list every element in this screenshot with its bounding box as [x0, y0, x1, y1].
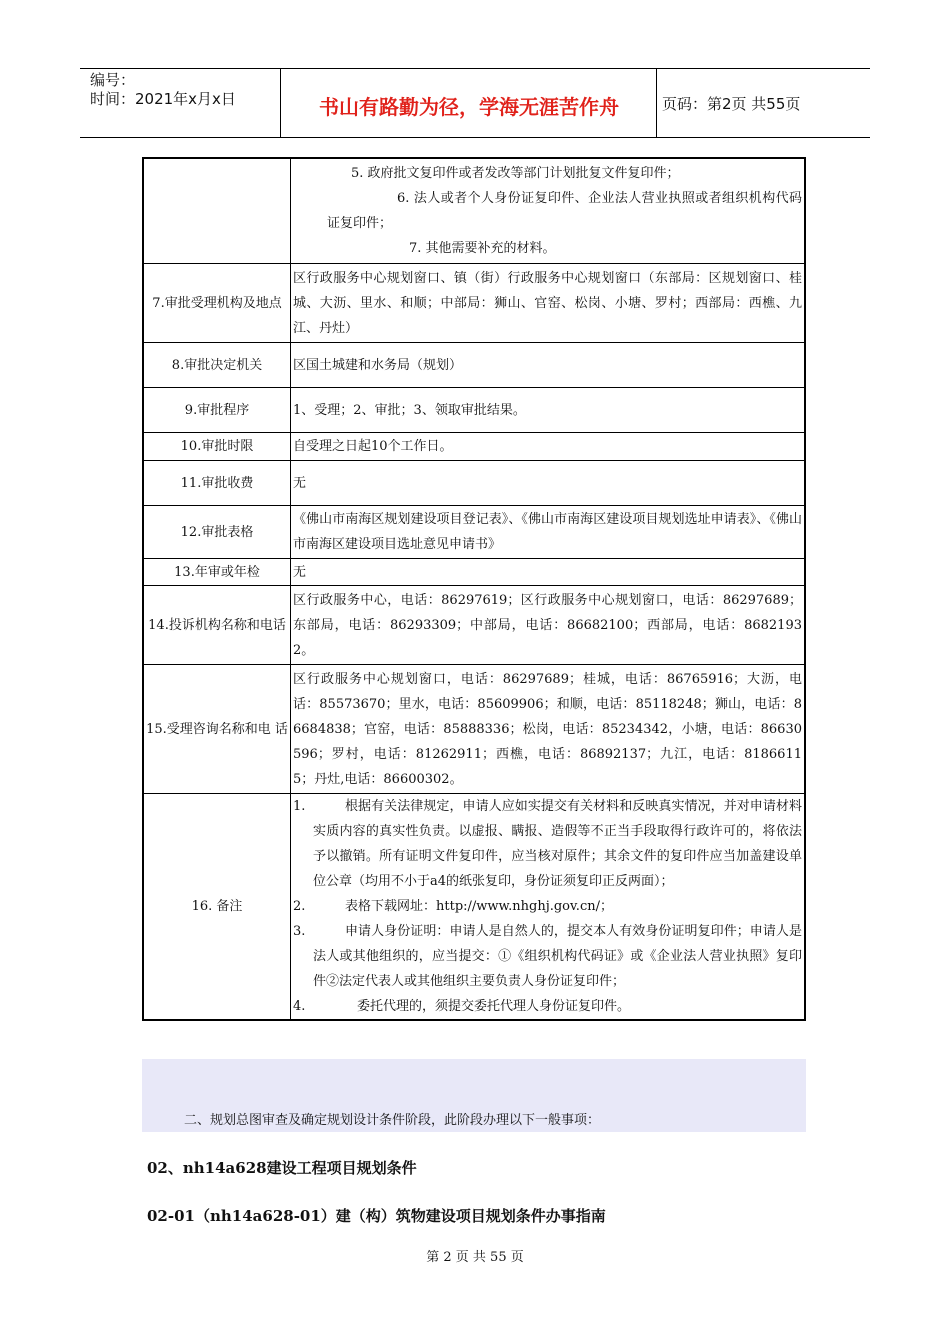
list-item: 5. 政府批文复印件或者发改等部门计划批复文件复印件； [351, 166, 680, 181]
page-footer: 第 2 页 共 55 页 [426, 1250, 524, 1265]
table-value-cell: 自受理之日起10个工作日。 [291, 433, 806, 461]
list-text: 表格下载网址：http://www.nhghj.gov.cn/； [345, 899, 613, 914]
table-label-cell: 13.年审或年检 [143, 559, 291, 586]
header-divider [280, 69, 281, 137]
header-meta [90, 71, 286, 109]
table-row [143, 506, 805, 559]
list-number: 1. [293, 799, 306, 814]
list-item [293, 794, 802, 894]
table-row [143, 665, 805, 794]
table-label-cell: 7.审批受理机构及地点 [143, 264, 291, 343]
table-value-cell: 区行政服务中心，电话：86297619；区行政服务中心规划窗口，电话：86297689；东部局，电话：86293309；中部局，电话：86682100；西部局，电话：86821932。 [291, 586, 806, 665]
page-header [80, 68, 870, 138]
table-row [143, 559, 805, 586]
table-value-cell: 区国土城建和水务局（规划） [291, 343, 806, 388]
remarks-label: 16. 备注 [143, 794, 291, 1021]
section-heading: 02、nh14a628建设工程项目规划条件 [147, 1159, 417, 1177]
table-value-cell [291, 158, 806, 264]
table-value-cell: 无 [291, 461, 806, 506]
list-item [293, 919, 802, 994]
table-label-cell: 8.审批决定机关 [143, 343, 291, 388]
table-value-cell: 区行政服务中心规划窗口、镇（街）行政服务中心规划窗口（东部局：区规划窗口、桂城、大沥、里水、和顺；中部局：狮山、官窑、松岗、小塘、罗村；西部局：西樵、九江、丹灶） [291, 264, 806, 343]
header-page-info: 页码：第2页 共55页 [662, 95, 801, 113]
table-label-cell: 11.审批收费 [143, 461, 291, 506]
table-row [143, 433, 805, 461]
list-number: 3. [293, 924, 306, 939]
header-motto: 书山有路勤为径，学海无涯苦作舟 [319, 95, 619, 119]
list-item [293, 994, 802, 1019]
section-intro: 二、规划总图审查及确定规划设计条件阶段，此阶段办理以下一般事项： [184, 1113, 601, 1128]
table-row [143, 461, 805, 506]
list-item: 6. 法人或者个人身份证复印件、企业法人营业执照或者组织机构代码证复印件； [327, 191, 802, 231]
table-label-cell: 9.审批程序 [143, 388, 291, 433]
list-text: 委托代理的，须提交委托代理人身份证复印件。 [357, 999, 631, 1014]
date-line: 时间：2021年x月x日 [90, 90, 236, 108]
approval-info-table [142, 157, 806, 1021]
list-item: 7. 其他需要补充的材料。 [409, 241, 556, 256]
number-label: 编号： [90, 71, 136, 89]
table-value-cell: 1、受理；2、审批；3、领取审批结果。 [291, 388, 806, 433]
subsection-heading: 02-01（nh14a628-01）建（构）筑物建设项目规划条件办事指南 [147, 1207, 606, 1225]
table-row [143, 343, 805, 388]
list-item [293, 894, 802, 919]
table-label-cell: 14.投诉机构名称和电话 [143, 586, 291, 665]
table-row [143, 586, 805, 665]
list-text: 根据有关法律规定，申请人应如实提交有关材料和反映真实情况，并对申请材料实质内容的真实性负责。以虚报、瞒报、造假等不正当手段取得行政许可的，将依法予以撤销。所有证明文件复印件，应当核对原件；其余文件的复印件应当加盖建设单位公章（均用不小于a4的纸张复印，身份证须复印正反两面）； [313, 799, 802, 889]
table-value-cell: 区行政服务中心规划窗口，电话：86297689；桂城，电话：86765916；大沥，电话：85573670；里水，电话：85609906；和顺，电话：85118248；狮山，电话：86684838；官窑，电话：85888336；松岗，电话：85234342，小塘，电话：86630596；罗村，电话：81262911；西樵，电话：86892137；九江，电话：81866115；丹灶,电话：86600302。 [291, 665, 806, 794]
remarks-cell [291, 794, 806, 1021]
table-row [143, 264, 805, 343]
list-number: 4. [293, 999, 306, 1014]
table-row [143, 158, 805, 264]
header-divider [656, 69, 657, 137]
list-text: 申请人身份证明：申请人是自然人的，提交本人有效身份证明复印件；申请人是 法人或其他组织的，应当提交：①《组织机构代码证》或《企业法人营业执照》复印件②法定代表人或其他组织主要负责人身份证复印件； [313, 924, 802, 989]
table-label-cell [143, 158, 291, 264]
table-label-cell: 15.受理咨询名称和电 话 [143, 665, 291, 794]
table-row [143, 388, 805, 433]
list-number: 2. [293, 899, 306, 914]
table-label-cell: 10.审批时限 [143, 433, 291, 461]
table-value-cell: 无 [291, 559, 806, 586]
table-row [143, 794, 805, 1021]
table-value-cell: 《佛山市南海区规划建设项目登记表》、《佛山市南海区建设项目规划选址申请表》、《佛山市南海区建设项目选址意见申请书》 [291, 506, 806, 559]
section-band [142, 1059, 806, 1132]
table-label-cell: 12.审批表格 [143, 506, 291, 559]
